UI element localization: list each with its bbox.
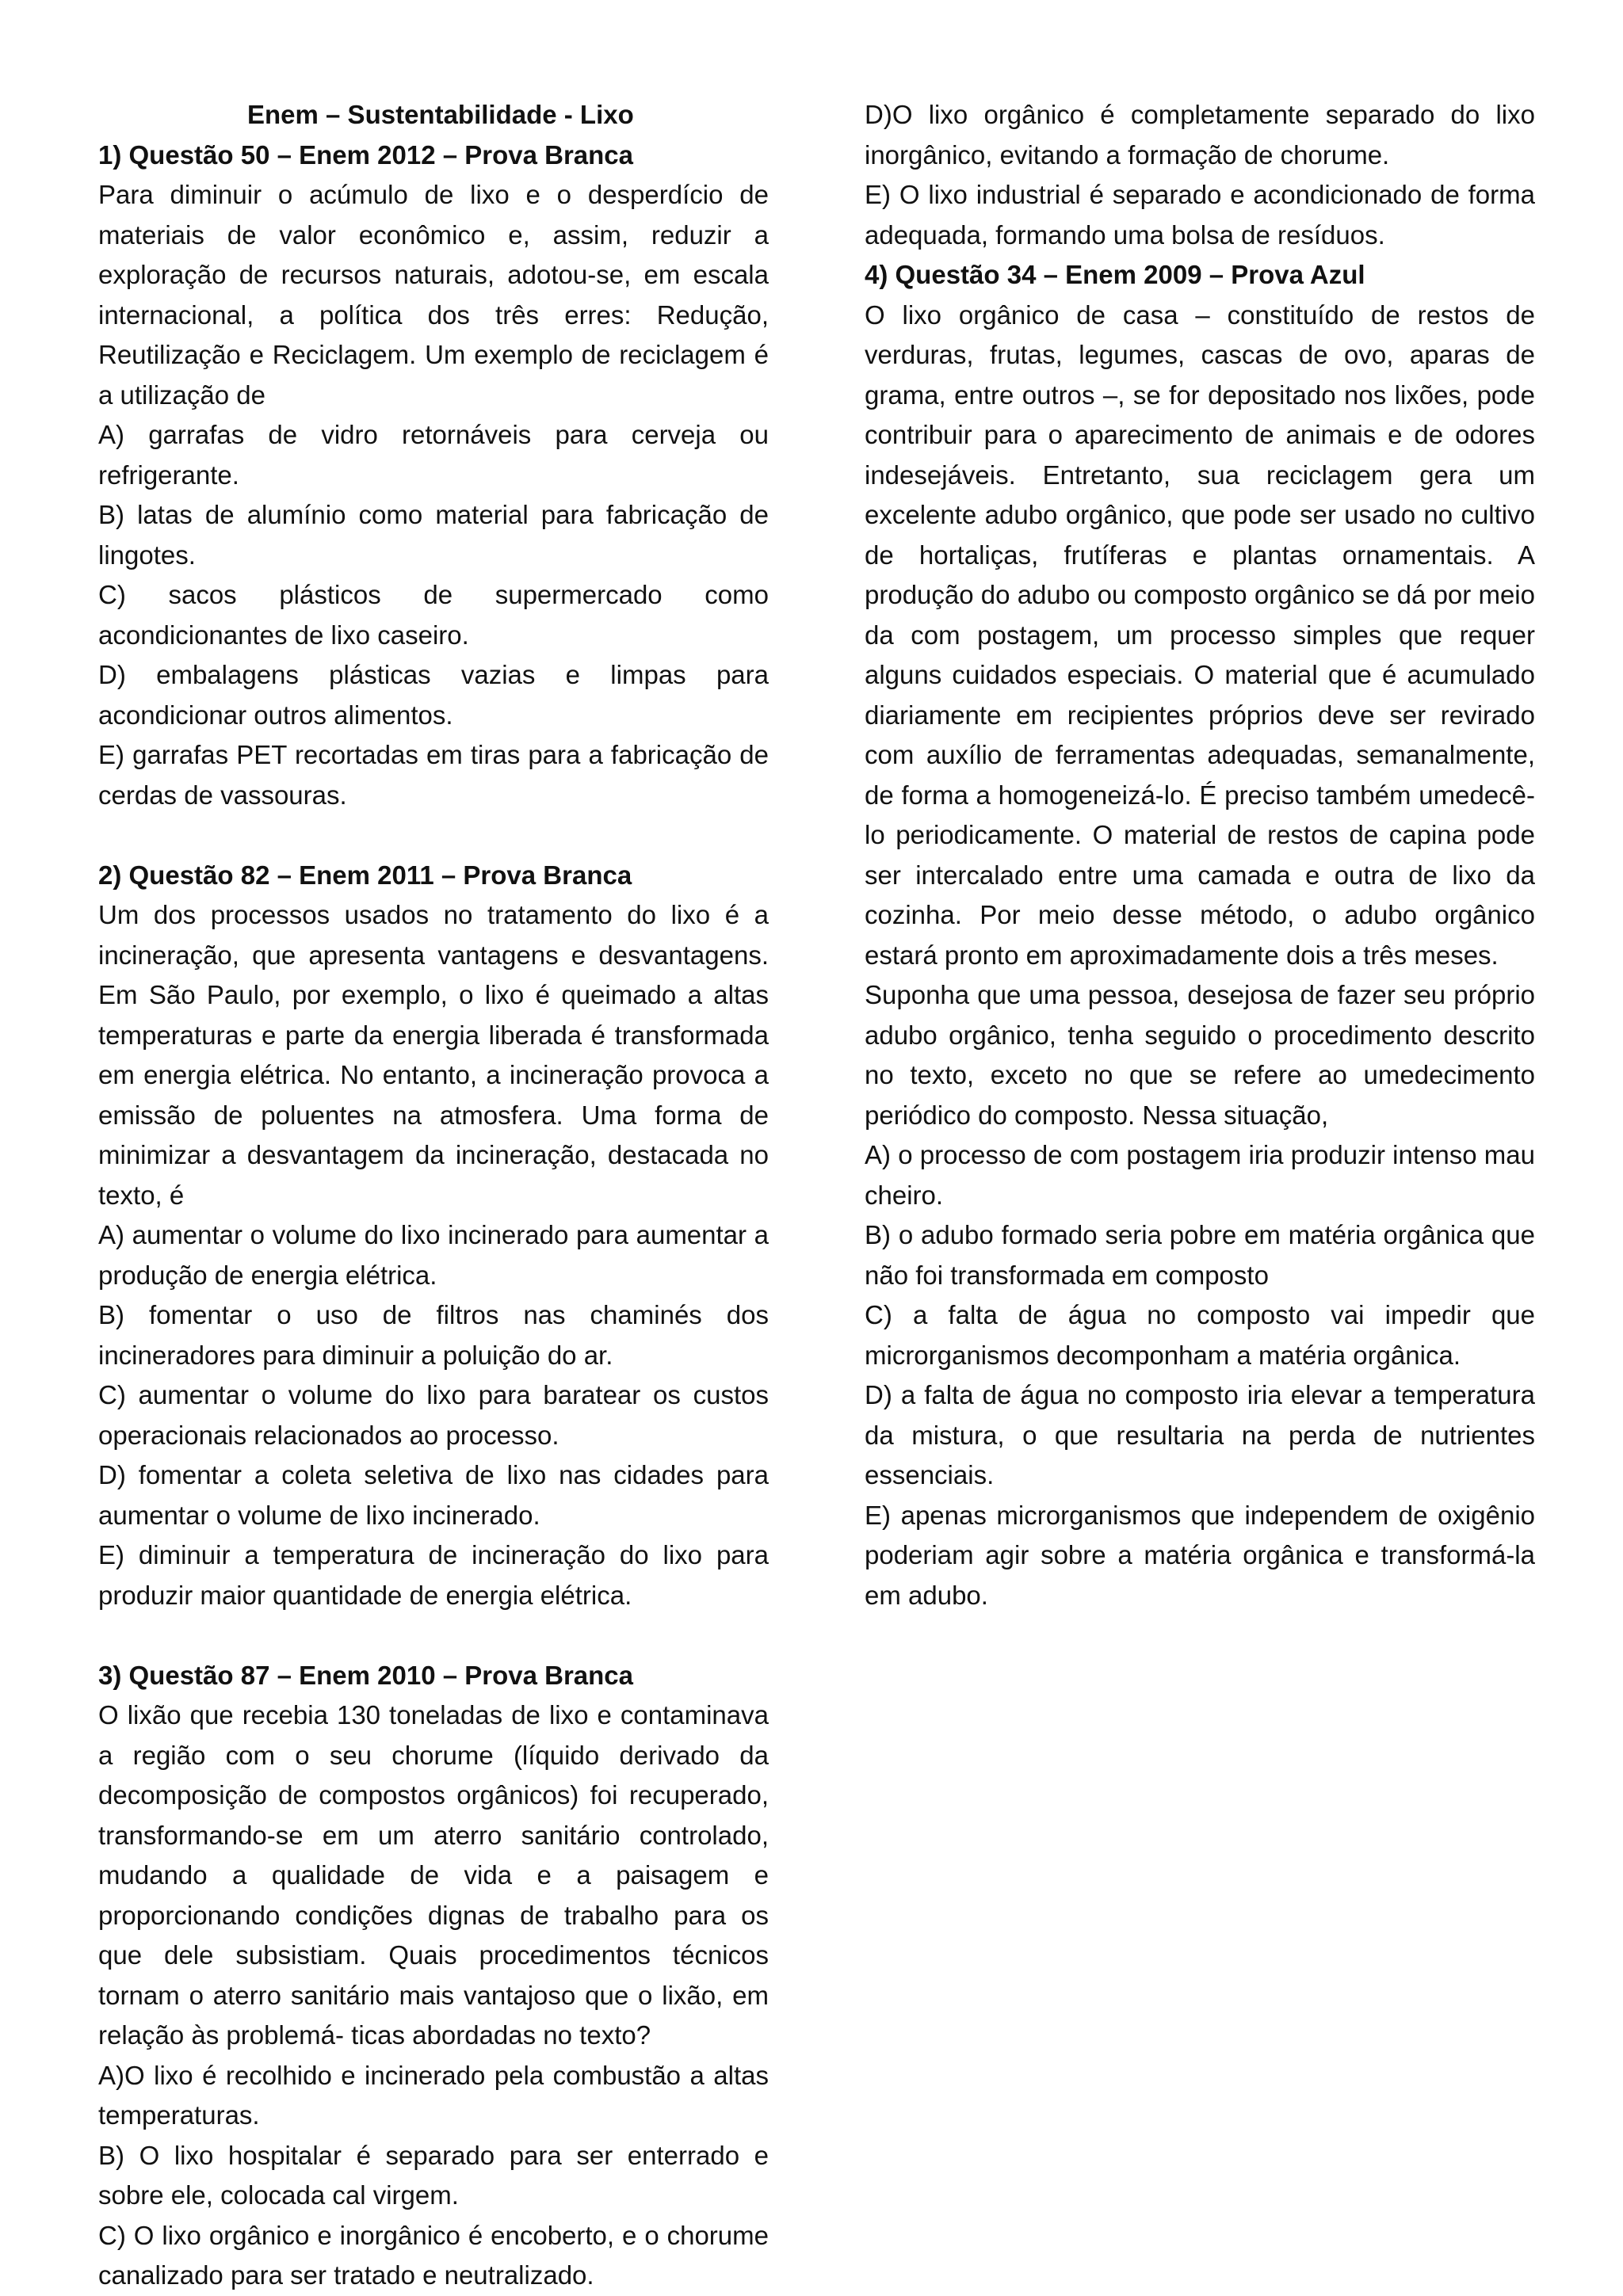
question-3-option-e: E) O lixo industrial é separado e acondicionado de forma adequada, formando uma bolsa de resíduos. xyxy=(865,180,1535,250)
question-2-option-c: C) aumentar o volume do lixo para baratear os custos operacionais relacionados ao processo. xyxy=(98,1380,769,1450)
question-2-statement: Um dos processos usados no tratamento do lixo é a incineração, que apresenta vantagens e desvantagens. Em São Paulo, por exemplo, o lixo é queimado a altas temperaturas e parte da energia liberada é transformada em energia elétrica. No entanto, a incineração provoca a emissão de poluentes na atmosfera. Uma forma de minimizar a desvantagem da incineração, destacada no texto, é xyxy=(98,900,769,1210)
question-4-option-b: B) o adubo formado seria pobre em matéria orgânica que não foi transformada em composto xyxy=(865,1220,1535,1290)
question-4-option-e: E) apenas microrganismos que independem de oxigênio poderiam agir sobre a matéria orgânica e transformá-la em adubo. xyxy=(865,1500,1535,1610)
question-3-continued xyxy=(865,95,1535,255)
question-1-heading: 1) Questão 50 – Enem 2012 – Prova Branca xyxy=(98,139,634,170)
question-2 xyxy=(98,856,769,1616)
question-1-option-e: E) garrafas PET recortadas em tiras para a fabricação de cerdas de vassouras. xyxy=(98,740,769,810)
document-title: Enem – Sustentabilidade - Lixo xyxy=(247,100,634,129)
question-1 xyxy=(98,135,769,816)
question-2-option-a: A) aumentar o volume do lixo incinerado para aumentar a produção de energia elétrica. xyxy=(98,1220,769,1290)
question-4-statement-continued: Suponha que uma pessoa, desejosa de fazer seu próprio adubo orgânico, tenha seguido o procedimento descrito no texto, exceto no que se refere ao umedecimento periódico do composto. Nessa situação, xyxy=(865,980,1535,1130)
question-2-option-d: D) fomentar a coleta seletiva de lixo nas cidades para aumentar o volume de lixo incinerado. xyxy=(98,1460,769,1530)
question-3-heading: 3) Questão 87 – Enem 2010 – Prova Branca xyxy=(98,1660,634,1690)
question-2-option-b: B) fomentar o uso de filtros nas chaminés dos incineradores para diminuir a poluição do ar. xyxy=(98,1300,769,1370)
question-1-statement: Para diminuir o acúmulo de lixo e o desperdício de materiais de valor econômico e, assim, reduzir a exploração de recursos naturais, adotou-se, em escala internacional, a política dos três erres: Redução, Reutilização e Reciclagem. Um exemplo de reciclagem é a utilização de xyxy=(98,180,769,410)
question-4-heading: 4) Questão 34 – Enem 2009 – Prova Azul xyxy=(865,260,1365,289)
question-1-option-b: B) latas de alumínio como material para fabricação de lingotes. xyxy=(98,500,769,570)
question-2-option-e: E) diminuir a temperatura de incineração do lixo para produzir maior quantidade de energia elétrica. xyxy=(98,1540,769,1610)
question-4 xyxy=(865,255,1535,1615)
question-1-option-a: A) garrafas de vidro retornáveis para cerveja ou refrigerante. xyxy=(98,420,769,490)
question-2-heading: 2) Questão 82 – Enem 2011 – Prova Branca xyxy=(98,860,632,890)
question-4-statement: O lixo orgânico de casa – constituído de restos de verduras, frutas, legumes, cascas de ovo, aparas de grama, entre outros –, se for depositado nos lixões, pode contribuir para o aparecimento de animais e de odores indesejáveis. Entretanto, sua reciclagem gera um excelente adubo orgânico, que pode ser usado no cultivo de hortaliças, frutíferas e plantas ornamentais. A produção do adubo ou composto orgânico se dá por meio da com postagem, um processo simples que requer alguns cuidados especiais. O material que é acumulado diariamente em recipientes próprios deve ser revirado com auxílio de ferramentas adequadas, semanalmente, de forma a homogeneizá-lo. É preciso também umedecê-lo periodicamente. O material de restos de capina pode ser intercalado entre uma camada e outra de lixo da cozinha. Por meio desse método, o adubo orgânico estará pronto em aproximadamente dois a três meses. xyxy=(865,299,1535,970)
question-3-option-a: A)O lixo é recolhido e incinerado pela combustão a altas temperaturas. xyxy=(98,2060,769,2130)
question-3-option-c: C) O lixo orgânico e inorgânico é encoberto, e o chorume canalizado para ser tratado e neutralizado. xyxy=(98,2220,769,2290)
question-4-option-a: A) o processo de com postagem iria produzir intenso mau cheiro. xyxy=(865,1140,1535,1210)
question-3-statement: O lixão que recebia 130 toneladas de lixo e contaminava a região com o seu chorume (líquido derivado da decomposição de compostos orgânicos) foi recuperado, transformando-se em um aterro sanitário controlado, mudando a qualidade de vida e a paisagem e proporcionando condições dignas de trabalho para os que dele subsistiam. Quais procedimentos técnicos tornam o aterro sanitário mais vantajoso que o lixão, em relação às problemá- ticas abordadas no texto? xyxy=(98,1700,769,2050)
question-4-option-d: D) a falta de água no composto iria elevar a temperatura da mistura, o que resultaria na perda de nutrientes essenciais. xyxy=(865,1380,1535,1489)
question-3-option-b: B) O lixo hospitalar é separado para ser enterrado e sobre ele, colocada cal virgem. xyxy=(98,2140,769,2210)
left-column xyxy=(98,95,769,2296)
question-4-option-c: C) a falta de água no composto vai impedir que microrganismos decomponham a matéria orgânica. xyxy=(865,1300,1535,1370)
right-column xyxy=(865,95,1535,1615)
question-1-option-d: D) embalagens plásticas vazias e limpas para acondicionar outros alimentos. xyxy=(98,660,769,730)
question-3 xyxy=(98,1656,769,2296)
question-1-option-c: C) sacos plásticos de supermercado como acondicionantes de lixo caseiro. xyxy=(98,580,769,650)
question-3-option-d: D)O lixo orgânico é completamente separado do lixo inorgânico, evitando a formação de chorume. xyxy=(865,100,1535,170)
